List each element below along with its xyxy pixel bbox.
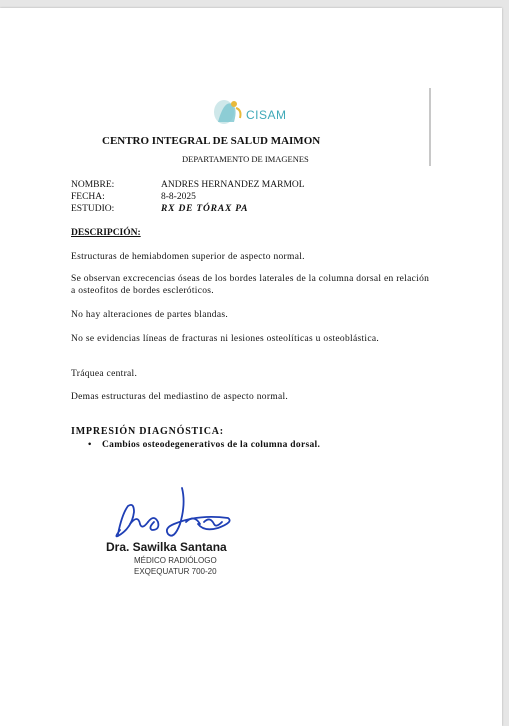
organization-name: CENTRO INTEGRAL DE SALUD MAIMON: [102, 135, 321, 147]
study-row: [71, 204, 248, 214]
description-paragraph: No hay alteraciones de partes blandas.: [71, 310, 229, 320]
page-edge-bar: [429, 88, 431, 166]
description-paragraph: Demas estructuras del mediastino de aspecto normal.: [71, 392, 289, 402]
study-label: ESTUDIO:: [71, 204, 115, 214]
bullet-icon: •: [88, 440, 92, 450]
impression-item: [88, 440, 320, 450]
date-value: 8-8-2025: [161, 192, 196, 202]
patient-name-row: [71, 180, 305, 190]
study-value: RX DE TÓRAX PA: [161, 204, 249, 214]
doctor-role: MÉDICO RADIÓLOGO: [134, 556, 217, 565]
date-row: [71, 192, 196, 202]
description-heading: DESCRIPCIÓN:: [71, 228, 141, 238]
impression-heading: IMPRESIÓN DIAGNÓSTICA:: [71, 426, 224, 437]
logo-text: CISAM: [246, 108, 287, 122]
description-paragraph: Estructuras de hemiabdomen superior de aspecto normal.: [71, 252, 305, 262]
department-name: DEPARTAMENTO DE IMAGENES: [182, 154, 309, 164]
logo-emblem-icon: [212, 94, 246, 128]
patient-name-label: NOMBRE:: [71, 180, 115, 190]
cisam-logo: [212, 94, 302, 130]
doctor-exequatur: EXQEQUATUR 700-20: [134, 567, 217, 576]
document-page: [0, 8, 502, 726]
impression-item-text: Cambios osteodegenerativos de la columna dorsal.: [102, 440, 321, 450]
description-paragraph: Tráquea central.: [71, 369, 138, 379]
description-paragraph: Se observan excrecencias óseas de los bordes laterales de la columna dorsal en relación a osteofitos de bordes escleróticos.: [71, 274, 430, 296]
description-paragraph: No se evidencias líneas de fracturas ni lesiones osteolíticas u osteoblástica.: [71, 334, 380, 344]
date-label: FECHA:: [71, 192, 105, 202]
patient-name-value: ANDRES HERNANDEZ MARMOL: [161, 180, 305, 190]
handwritten-signature: [108, 484, 238, 544]
doctor-name: Dra. Sawilka Santana: [106, 540, 227, 554]
